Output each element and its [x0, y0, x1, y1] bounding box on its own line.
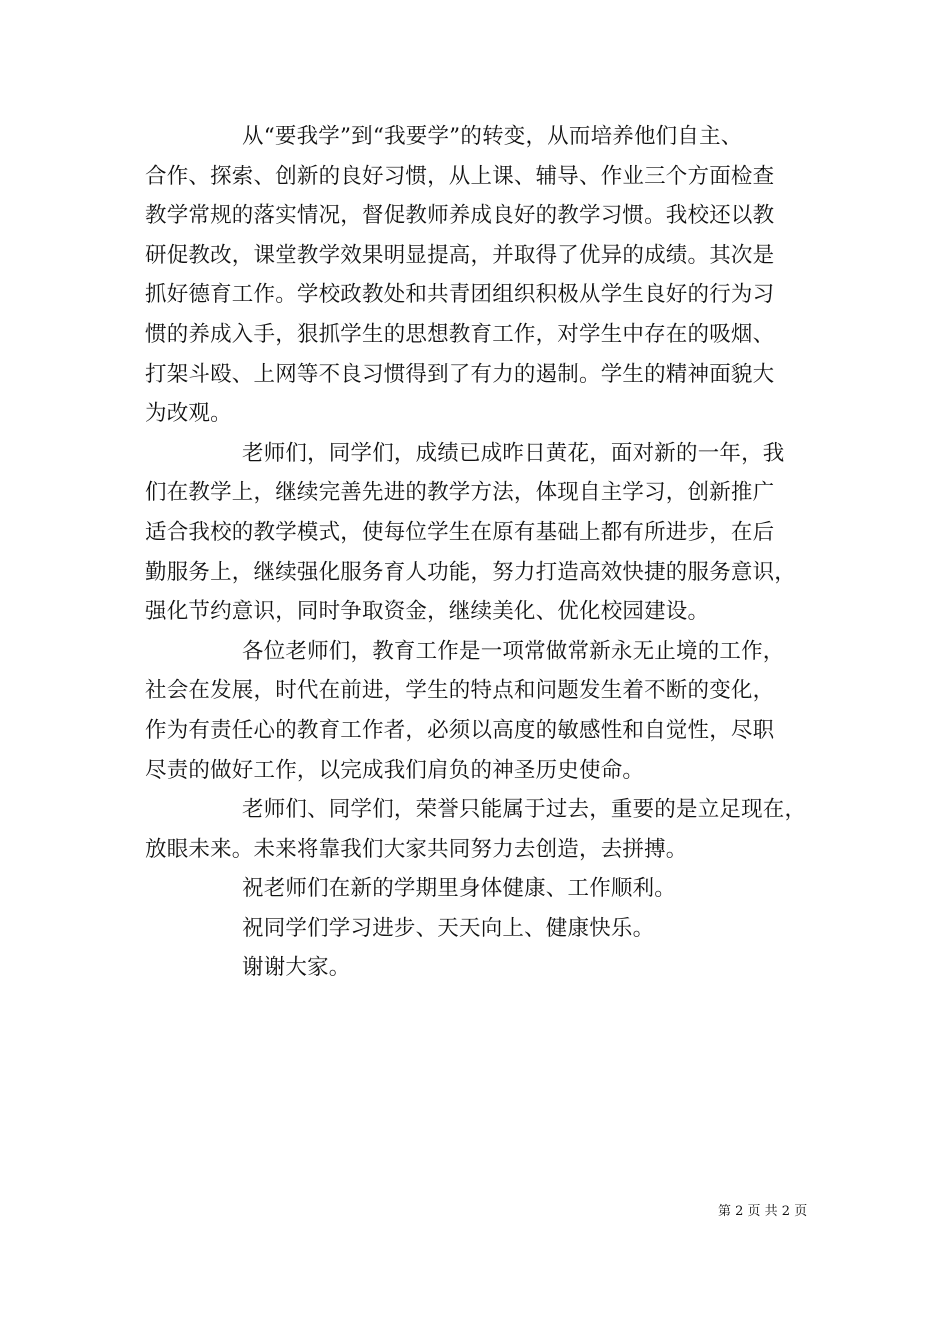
text-line: 社会在发展，时代在前进，学生的特点和问题发生着不断的变化，: [145, 678, 775, 704]
page-number: 第 2 页 共 2 页: [718, 1204, 808, 1219]
text-line: 研促教改，课堂教学效果明显提高，并取得了优异的成绩。其次是: [145, 242, 775, 268]
text-line: 老师们、同学们，荣誉只能属于过去，重要的是立足现在，: [242, 797, 807, 823]
text-line: 各位老师们，教育工作是一项常做常新永无止境的工作，: [242, 638, 785, 664]
text-line: 谢谢大家。: [242, 955, 351, 981]
text-line: 从“要我学”到“我要学”的转变，从而培养他们自主、: [242, 124, 743, 149]
text-line: 祝老师们在新的学期里身体健康、工作顺利。: [242, 876, 677, 902]
text-line: 惯的养成入手，狠抓学生的思想教育工作，对学生中存在的吸烟、: [145, 321, 775, 347]
text-line: 祝同学们学习进步、天天向上、健康快乐。: [242, 915, 655, 941]
text-line: 放眼未来。未来将靠我们大家共同努力去创造，去拼搏。: [145, 836, 688, 862]
text-line: 勤服务上，继续强化服务育人功能，努力打造高效快捷的服务意识，: [145, 559, 797, 585]
text-line: 们在教学上，继续完善先进的教学方法，体现自主学习，创新推广: [145, 480, 775, 506]
text-line: 适合我校的教学模式，使每位学生在原有基础上都有所进步，在后: [145, 519, 775, 545]
text-line: 老师们，同学们，成绩已成昨日黄花，面对新的一年，我: [242, 440, 785, 466]
text-line: 尽责的做好工作，以完成我们肩负的神圣历史使命。: [145, 757, 645, 783]
text-line: 作为有责任心的教育工作者，必须以高度的敏感性和自觉性，尽职: [145, 717, 775, 743]
text-line: 合作、探索、创新的良好习惯，从上课、辅导、作业三个方面检查: [145, 163, 775, 189]
text-line: 教学常规的落实情况，督促教师养成良好的教学习惯。我校还以教: [145, 203, 775, 229]
text-line: 强化节约意识，同时争取资金，继续美化、优化校园建设。: [145, 599, 710, 625]
text-line: 为改观。: [145, 401, 232, 427]
document-body: [145, 117, 825, 988]
text-line: 抓好德育工作。学校政教处和共青团组织积极从学生良好的行为习: [145, 282, 775, 308]
text-line: 打架斗殴、上网等不良习惯得到了有力的遏制。学生的精神面貌大: [145, 361, 775, 387]
